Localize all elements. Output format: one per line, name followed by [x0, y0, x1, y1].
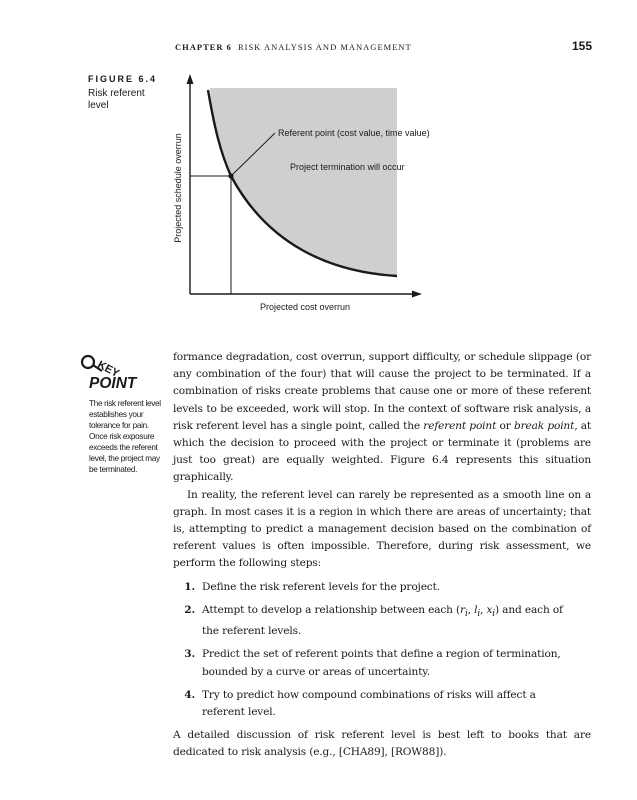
list-item: 2. Attempt to develop a relationship between each ($r_i$, $l_i$, $x_i$) and each of the referent levels.: [184, 603, 563, 638]
key-logo-bottom: POINT: [89, 375, 137, 392]
page-number: 155: [571, 39, 592, 53]
termination-region: [210, 88, 397, 276]
paragraph-2: In reality, the referent level can rarely be represented as a smooth line on a graph. In most cases it is a region in which there are areas of uncertainty; that is, attempting to predict a management decision based on the combination of referent values is often impossible. Therefore, during risk assessment, we perform the following steps:: [173, 488, 591, 570]
key-point-logo: [80, 352, 165, 392]
annotation-referent-point: Referent point (cost value, time value): [278, 128, 430, 138]
y-axis-label: Projected schedule overrun: [173, 133, 183, 243]
chapter-title: RISK ANALYSIS AND MANAGEMENT: [237, 42, 412, 52]
key-point-text: The risk referent level establishes your tolerance for pain. Once risk exposure exceeds the referent level, the project may be terminated.: [89, 399, 161, 474]
x-axis-label: Projected cost overrun: [259, 302, 351, 312]
y-axis-arrow: [187, 74, 194, 84]
list-item: 4. Try to predict how compound combinations of risks will affect a referent level.: [184, 688, 536, 718]
body-text: [173, 349, 591, 762]
chapter-label: CHAPTER 6: [175, 42, 232, 52]
annotation-termination: Project termination will occur: [290, 162, 405, 172]
steps-list: [173, 579, 591, 722]
list-item: 3. Predict the set of referent points that define a region of termination, bounded by a curve or areas of uncertainty.: [184, 648, 561, 678]
paragraph-1: formance degradation, cost overrun, support difficulty, or schedule slippage (or any combination of the four) that will cause the project to be terminated. If a combination of risks create problems that cause one or more of these referent levels to be exceeded, work will stop. In the context of software risk analysis, a risk referent level has a single point, called the referent point or break point, at which the decision to proceed with the project or terminate it (problems are just too great) are equally weighted. Figure 6.4 represents this situation graphically.: [173, 351, 592, 484]
x-axis-arrow: [412, 291, 422, 298]
figure-caption: Risk referent level: [88, 88, 145, 111]
list-item: 1. Define the risk referent levels for the project.: [184, 580, 440, 593]
risk-referent-figure: [0, 0, 637, 330]
figure-label: FIGURE 6.4: [88, 74, 158, 84]
key-logo-top: KEY: [95, 358, 122, 380]
term-break-point: break point,: [513, 419, 578, 432]
term-referent-point: referent point: [423, 419, 497, 432]
paragraph-3: A detailed discussion of risk referent level is best left to books that are dedicated to risk analysis (e.g., [CHA89], [ROW88]).: [173, 729, 591, 759]
